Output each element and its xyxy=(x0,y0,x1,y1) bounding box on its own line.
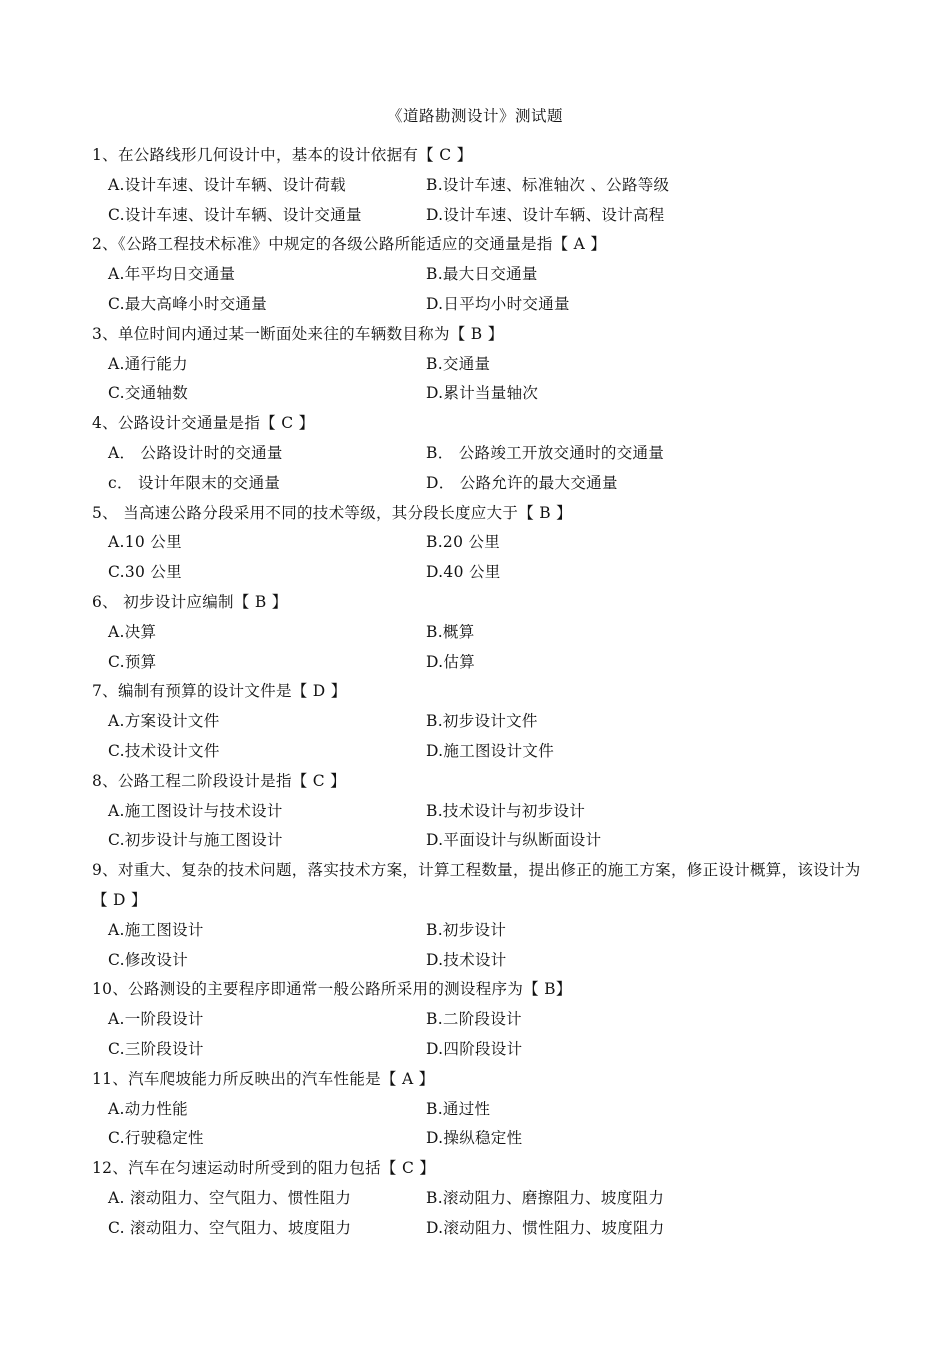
option-b: B.交通量 xyxy=(426,354,491,373)
option-a: A.决算 xyxy=(108,622,157,641)
option-d: D.施工图设计文件 xyxy=(426,741,555,760)
question-text: 10、公路测设的主要程序即通常一般公路所采用的测设程序为【 B】 xyxy=(92,980,572,999)
question-text: 2、《公路工程技术标准》中规定的各级公路所能适应的交通量是指【 A 】 xyxy=(92,235,607,254)
option-c: C.修改设计 xyxy=(108,950,189,969)
question-text: 9、对重大、复杂的技术问题，落实技术方案，计算工程数量，提出修正的施工方案，修正设计概算，该设计为【 D 】 xyxy=(92,861,861,909)
question-9 xyxy=(92,856,872,975)
option-b: B.设计车速、标准轴次 、公路等级 xyxy=(426,175,670,194)
option-a: A． 公路设计时的交通量 xyxy=(108,443,283,462)
option-b: B.最大日交通量 xyxy=(426,265,538,284)
option-row xyxy=(92,618,872,648)
option-row xyxy=(92,290,872,320)
question-text: 8、公路工程二阶段设计是指【 C 】 xyxy=(92,771,346,790)
option-b: B.初步设计文件 xyxy=(426,712,538,731)
option-d: D． 公路允许的最大交通量 xyxy=(426,473,618,492)
option-d: D.设计车速、设计车辆、设计高程 xyxy=(426,205,665,224)
question-1 xyxy=(92,141,872,230)
option-a: A.一阶段设计 xyxy=(108,1010,204,1029)
option-b: B.初步设计 xyxy=(426,920,507,939)
option-row xyxy=(92,737,872,767)
option-a: A.施工图设计 xyxy=(108,920,204,939)
question-text: 12、汽车在匀速运动时所受到的阻力包括【 C 】 xyxy=(92,1159,436,1178)
option-b: B.20 公里 xyxy=(426,533,501,552)
option-d: D.技术设计 xyxy=(426,950,507,969)
option-row xyxy=(92,528,872,558)
option-d: D.平面设计与纵断面设计 xyxy=(426,831,602,850)
question-text: 6、 初步设计应编制【 B 】 xyxy=(92,592,288,611)
question-text: 4、公路设计交通量是指【 C 】 xyxy=(92,414,315,433)
question-4 xyxy=(92,409,872,498)
option-c: C.技术设计文件 xyxy=(108,741,220,760)
option-row xyxy=(92,260,872,290)
option-c: C.预算 xyxy=(108,652,157,671)
option-row xyxy=(92,1035,872,1065)
question-text: 5、 当高速公路分段采用不同的技术等级，其分段长度应大于【 B 】 xyxy=(92,503,572,522)
option-b: B． 公路竣工开放交通时的交通量 xyxy=(426,443,665,462)
option-c: C. 滚动阻力、空气阻力、坡度阻力 xyxy=(108,1218,352,1237)
option-d: D.四阶段设计 xyxy=(426,1039,523,1058)
option-row xyxy=(92,469,872,499)
option-b: B.通过性 xyxy=(426,1099,491,1118)
option-a: A.施工图设计与技术设计 xyxy=(108,801,283,820)
question-5 xyxy=(92,499,872,588)
option-row xyxy=(92,648,872,678)
option-b: B.概算 xyxy=(426,622,475,641)
option-c: C.30 公里 xyxy=(108,563,182,582)
option-a: A.设计车速、设计车辆、设计荷载 xyxy=(108,175,346,194)
option-b: B.二阶段设计 xyxy=(426,1010,522,1029)
question-text: 1、在公路线形几何设计中，基本的设计依据有【 C 】 xyxy=(92,146,473,164)
option-row xyxy=(92,946,872,976)
option-row xyxy=(92,201,872,231)
option-row xyxy=(92,1124,872,1154)
option-row xyxy=(92,1214,872,1244)
option-row xyxy=(92,1005,872,1035)
option-b: B.滚动阻力、磨擦阻力、坡度阻力 xyxy=(426,1188,665,1207)
option-d: D.日平均小时交通量 xyxy=(426,294,570,313)
option-row xyxy=(92,171,872,201)
option-c: C.交通轴数 xyxy=(108,384,189,403)
option-c: C.最大高峰小时交通量 xyxy=(108,294,268,313)
option-row xyxy=(92,439,872,469)
option-c: C.设计车速、设计车辆、设计交通量 xyxy=(108,205,362,224)
option-row xyxy=(92,797,872,827)
option-c: C.行驶稳定性 xyxy=(108,1129,204,1148)
option-d: D.累计当量轴次 xyxy=(426,384,539,403)
option-c: C.三阶段设计 xyxy=(108,1039,204,1058)
document-title: 《道路勘测设计》测试题 xyxy=(386,107,563,125)
question-text: 11、汽车爬坡能力所反映出的汽车性能是【 A 】 xyxy=(92,1069,435,1088)
option-d: D.滚动阻力、惯性阻力、坡度阻力 xyxy=(426,1218,665,1237)
option-b: B.技术设计与初步设计 xyxy=(426,801,586,820)
question-2 xyxy=(92,230,872,319)
option-row xyxy=(92,558,872,588)
question-8 xyxy=(92,767,872,856)
option-c: c． 设计年限末的交通量 xyxy=(108,473,281,492)
option-row xyxy=(92,350,872,380)
option-c: C.初步设计与施工图设计 xyxy=(108,831,283,850)
option-row xyxy=(92,1095,872,1125)
question-12 xyxy=(92,1154,872,1243)
option-d: D.估算 xyxy=(426,652,476,671)
question-text: 7、编制有预算的设计文件是【 D 】 xyxy=(92,682,347,701)
question-list xyxy=(92,141,872,1243)
option-row xyxy=(92,707,872,737)
question-11 xyxy=(92,1065,872,1154)
question-text: 3、单位时间内通过某一断面处来往的车辆数目称为【 B 】 xyxy=(92,324,504,343)
option-row xyxy=(92,379,872,409)
option-a: A.动力性能 xyxy=(108,1099,188,1118)
option-a: A.方案设计文件 xyxy=(108,712,220,731)
option-d: D.40 公里 xyxy=(426,563,501,582)
question-10 xyxy=(92,975,872,1064)
option-a: A.年平均日交通量 xyxy=(108,265,236,284)
option-row xyxy=(92,916,872,946)
option-a: A. 滚动阻力、空气阻力、惯性阻力 xyxy=(108,1188,352,1207)
option-row xyxy=(92,826,872,856)
option-row xyxy=(92,1184,872,1214)
option-d: D.操纵稳定性 xyxy=(426,1129,523,1148)
option-a: A.10 公里 xyxy=(108,533,182,552)
question-6 xyxy=(92,588,872,677)
question-7 xyxy=(92,677,872,766)
option-a: A.通行能力 xyxy=(108,354,188,373)
question-3 xyxy=(92,320,872,409)
